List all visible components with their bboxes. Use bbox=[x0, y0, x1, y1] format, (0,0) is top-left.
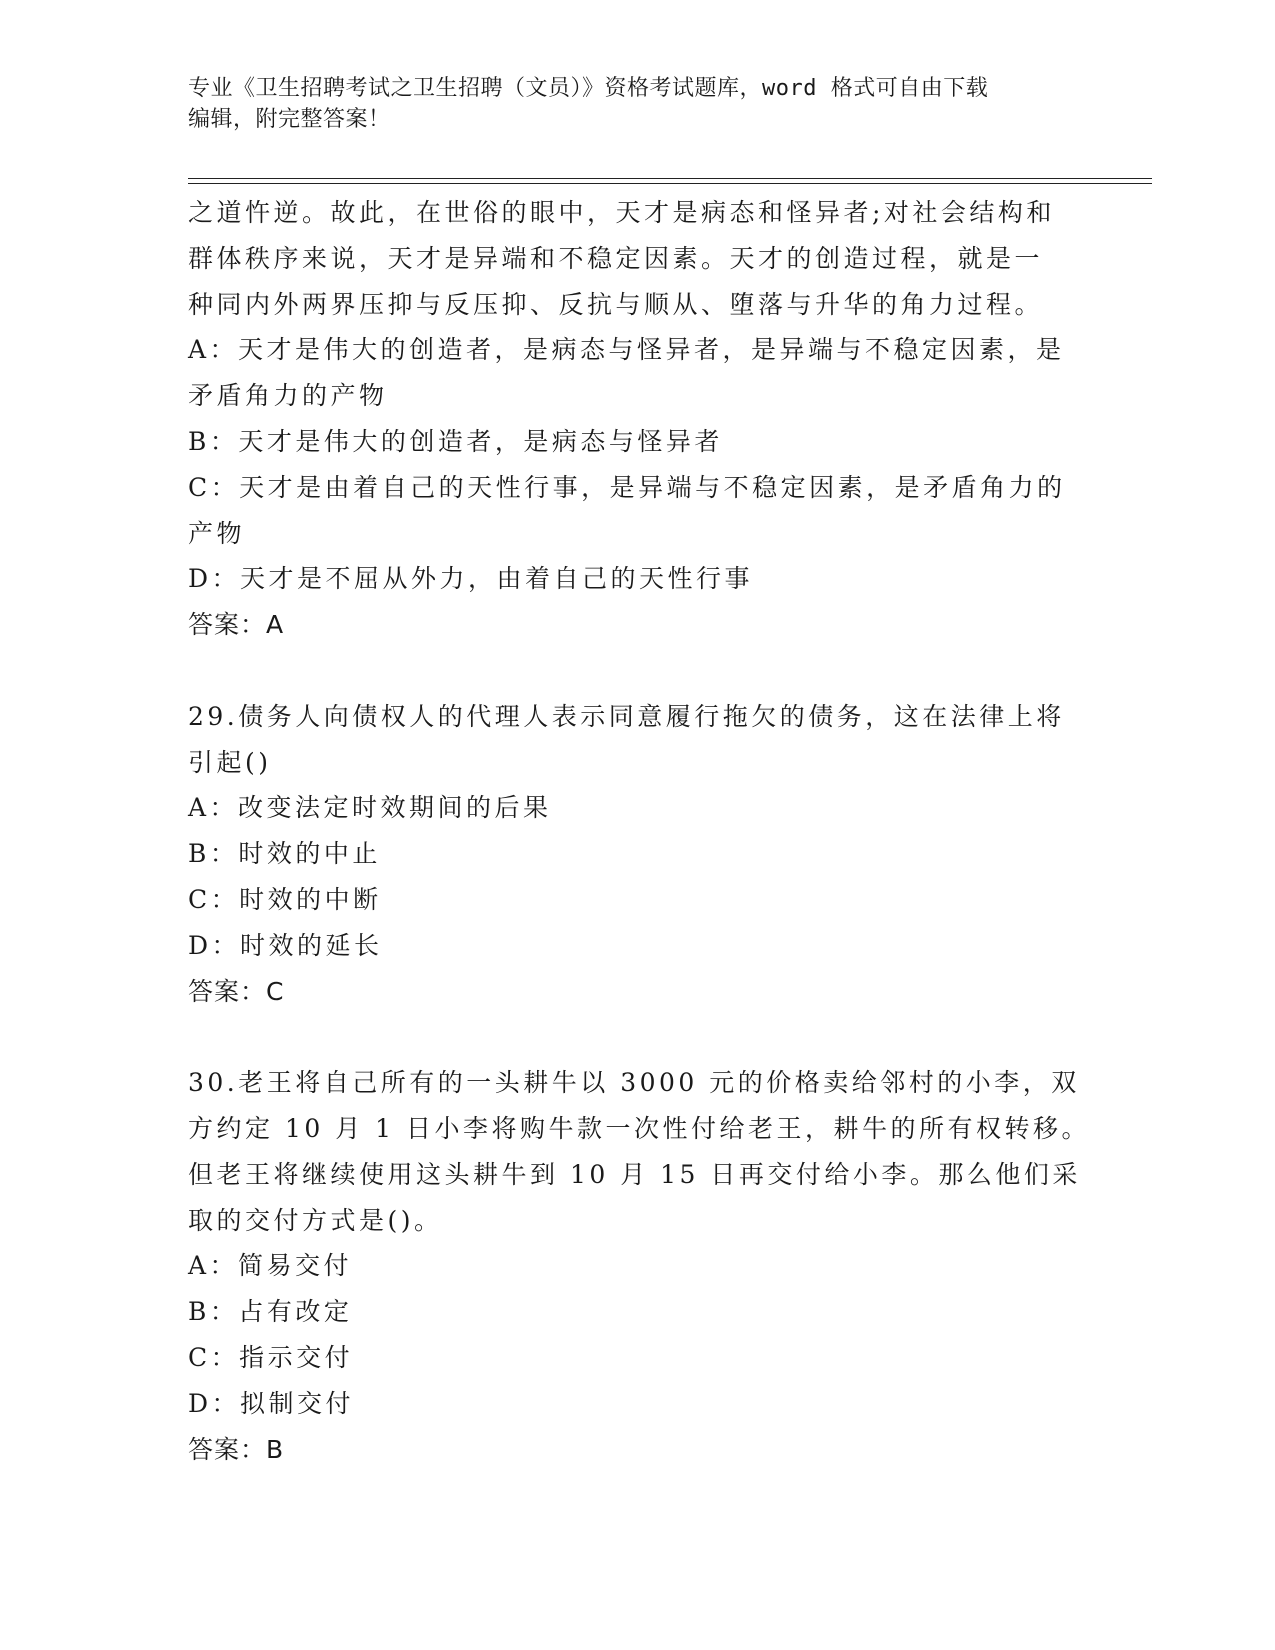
question-28-continued bbox=[188, 190, 1088, 648]
header-rule-bottom bbox=[188, 183, 1152, 184]
question-stem-line: 取的交付方式是()。 bbox=[188, 1205, 443, 1235]
question-stem-line: 种同内外两界压抑与反压抑、反抗与顺从、堕落与升华的角力过程。 bbox=[188, 289, 1044, 319]
header-title-line-2: 编辑，附完整答案！ bbox=[188, 107, 391, 132]
option-d: D：拟制交付 bbox=[188, 1388, 355, 1418]
document-header bbox=[188, 73, 1088, 135]
option-b: B：占有改定 bbox=[188, 1297, 353, 1327]
question-stem-line: 群体秩序来说，天才是异端和不稳定因素。天才的创造过程，就是一 bbox=[188, 243, 1044, 273]
option-c: C：指示交付 bbox=[188, 1342, 354, 1372]
option-c-continued: 产物 bbox=[188, 518, 246, 548]
option-c: C：时效的中断 bbox=[188, 884, 382, 914]
option-a: A：改变法定时效期间的后果 bbox=[188, 793, 552, 823]
option-a-continued: 矛盾角力的产物 bbox=[188, 381, 388, 411]
question-stem-line: 29.债务人向债权人的代理人表示同意履行拖欠的债务，这在法律上将 bbox=[188, 701, 1065, 731]
option-b: B：天才是伟大的创造者，是病态与怪异者 bbox=[188, 426, 723, 456]
option-d: D：天才是不屈从外力，由着自己的天性行事 bbox=[188, 564, 754, 594]
option-c: C：天才是由着自己的天性行事，是异端与不稳定因素，是矛盾角力的 bbox=[188, 472, 1066, 502]
question-29 bbox=[188, 694, 1088, 1015]
question-stem-line: 30.老王将自己所有的一头耕牛以 3000 元的价格卖给邻村的小李，双 bbox=[188, 1068, 1080, 1098]
header-rule-top bbox=[188, 178, 1152, 179]
question-spacer bbox=[188, 648, 1088, 694]
question-stem-line: 引起() bbox=[188, 747, 272, 777]
option-a: A：简易交付 bbox=[188, 1251, 353, 1281]
question-stem-line: 之道忤逆。故此，在世俗的眼中，天才是病态和怪异者;对社会结构和 bbox=[188, 198, 1055, 227]
question-stem-line: 方约定 10 月 1 日小李将购牛款一次性付给老王，耕牛的所有权转移。 bbox=[188, 1113, 1091, 1143]
answer-label: 答案：C bbox=[188, 976, 285, 1006]
header-title-line-1: 专业《卫生招聘考试之卫生招聘（文员）》资格考试题库，word 格式可自由下载 bbox=[188, 76, 989, 101]
question-stem-line: 但老王将继续使用这头耕牛到 10 月 15 日再交付给小李。那么他们采 bbox=[188, 1159, 1081, 1189]
question-30 bbox=[188, 1060, 1091, 1472]
option-b: B：时效的中止 bbox=[188, 839, 381, 869]
answer-label: 答案：A bbox=[188, 610, 285, 640]
question-spacer bbox=[188, 1014, 1088, 1060]
option-d: D：时效的延长 bbox=[188, 930, 383, 960]
option-a: A：天才是伟大的创造者，是病态与怪异者，是异端与不稳定因素，是 bbox=[188, 335, 1065, 365]
answer-label: 答案：B bbox=[188, 1434, 285, 1464]
document-body bbox=[188, 190, 1091, 1472]
